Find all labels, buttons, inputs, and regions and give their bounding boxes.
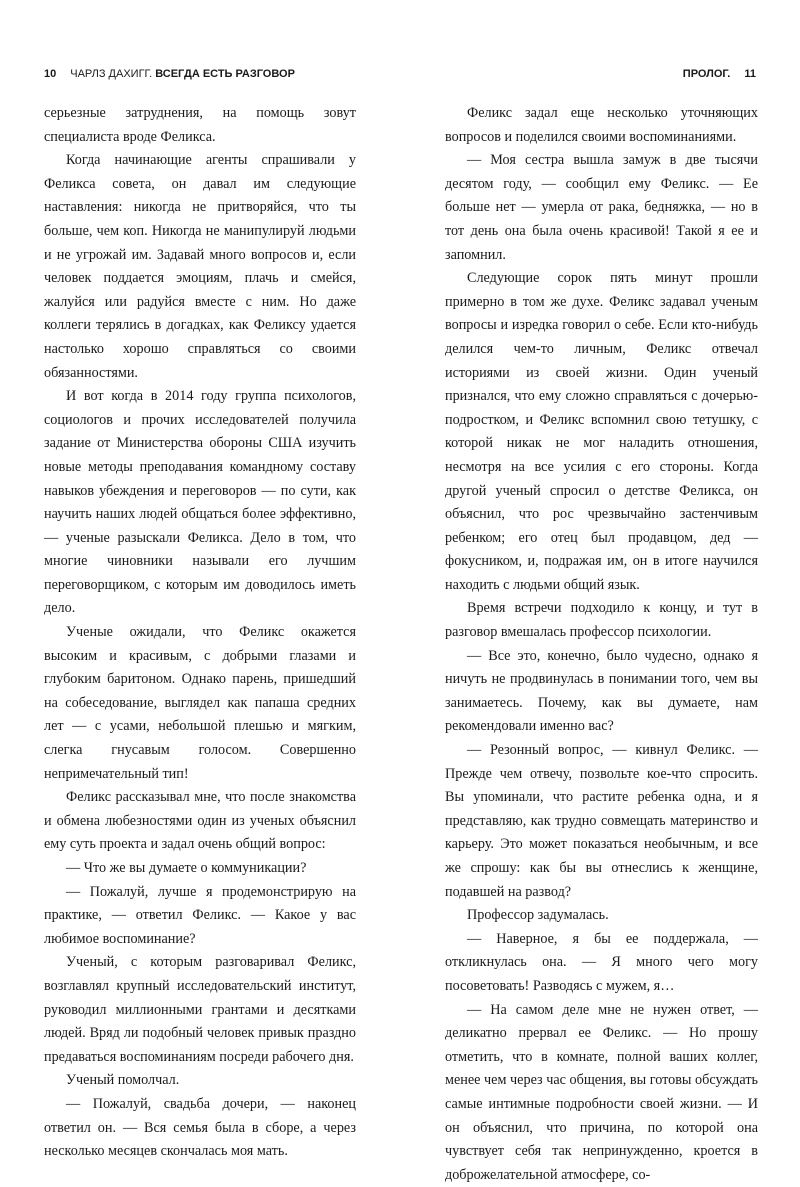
running-head-book-title: ВСЕГДА ЕСТЬ РАЗГОВОР [155,68,295,80]
paragraph: Время встречи подходило к концу, и тут в разговор вмешалась профессор психологии. [445,600,758,641]
dialogue-line: — Моя сестра вышла замуж в две тысячи десятом году, — сообщил ему Феликс. — Ее больше нет — умерла от рака, бедняжка, — но в тот день она была очень красивой! Такой я ее и запомнил. [445,152,758,263]
paragraph: Профессор задумалась. [467,907,609,924]
dialogue-line: — Наверное, я бы ее поддержала, — откликнулась она. — Я много чего могу посоветовать! Разводясь с мужем, я… [445,930,758,994]
dialogue-line: — Пожалуй, свадьба дочери, — наконец ответил он. — Вся семья была в сборе, а через несколько месяцев скончалась моя мать. [44,1095,356,1160]
dialogue-line: — Что же вы думаете о коммуникации? [66,860,307,876]
paragraph: Следующие сорок пять минут прошли примерно в том же духе. Феликс задавал ученым вопросы и изредка говорил о себе. Если кто-нибудь делился чем-то личным, Феликс отвечал историями из своей жизни. Один ученый признался, что ему сложно справляться с дочерью-подростком, и Феликс вспомнил свою тетушку, с которой никак не мог наладить отношения, несмотря на все усилия с его стороны. Когда другой ученый спросил о детстве Феликса, он объяснил, что рос чрезвычайно застенчивым ребенком; его отец был продавцом, дед — фокусником, и, подражая им, он в итоге научился находить с людьми общий язык. [445,270,758,593]
paragraph: Ученый помолчал. [66,1072,180,1089]
dialogue-line: — На самом деле мне не нужен ответ, — деликатно прервал ее Феликс. — Но прошу отметить, что в комнате, полной ваших коллег, менее чем через час общения, вы готовы обсуждать самые интимные подробности своей жизни. — И он объяснил, что причина, по которой она чувствует себя так непринужденно, кроется в доброжелательной атмосфере, со- [445,1001,758,1183]
left-page [0,0,400,1160]
paragraph: Феликс задал еще несколько уточняющих вопросов и поделился своими воспоминаниями. [445,105,758,145]
paragraph: Ученые ожидали, что Феликс окажется высоким и красивым, с добрыми глазами и глубоким баритоном. Однако парень, пришедший на собеседование, выглядел как папаша средних лет — с усами, небольшой плешью и мягким, слегка гнусавым голосом. Совершенно непримечательный тип! [44,624,356,782]
paragraph: серьезные затруднения, на помощь зовут специалиста вроде Феликса. [44,105,356,145]
running-head-section-title: ПРОЛОГ. [682,68,731,80]
dialogue-line: — Резонный вопрос, — кивнул Феликс. — Прежде чем отвечу, позвольте кое-что спросить. Вы упоминали, что растите ребенка одна, и я представляю, как трудно совмещать материнство и карьеру. Это может показаться необычным, и все же спрошу: как бы вы отнеслись к женщине, подавшей на развод? [445,742,758,900]
paragraph: Когда начинающие агенты спрашивали у Феликса совета, он давал им следующие наставления: никогда не притворяйся, что ты больше, чем коп. Никогда не манипулируй людьми и не угрожай им. Задавай много вопросов и, если человек поддается эмоциям, плачь и смейся, жалуйся или радуйся вместе с ним. Но даже коллеги терялись в догадках, как Феликсу удается настолько хорошо справляться со своими обязанностями. [44,152,356,381]
left-running-head [44,66,295,82]
paragraph: И вот когда в 2014 году группа психологов, социологов и прочих исследователей получила задание от Министерства обороны США изучить новые методы преподавания командному составу навыков убеждения и переговоров — по сути, как научить наших людей общаться более эффективно, — ученые разыскали Феликса. Дело в том, что многие чиновники называли его лучшим переговорщиком, с которым им доводилось иметь дело. [44,388,356,617]
paragraph: Феликс рассказывал мне, что после знакомства и обмена любезностями один из ученых объяснил ему суть проекта и задал очень общий вопрос: [44,789,356,853]
running-head-author: ЧАРЛЗ ДАХИГГ. [70,68,153,80]
dialogue-line: — Все это, конечно, было чудесно, однако я ничуть не продвинулась в понимании того, чем вы занимаетесь. Почему, как вы думаете, нам рекомендовали именно вас? [445,647,758,735]
paragraph: Ученый, с которым разговаривал Феликс, возглавлял крупный исследовательский институт, руководил миллионными грантами и десятками людей. Вряд ли подобный человек привык праздно предаваться воспоминаниям посреди рабочего дня. [44,954,356,1065]
right-running-head [683,66,756,82]
left-page-text [44,102,356,1164]
right-page [400,0,800,1183]
left-page-number: 10 [44,68,57,80]
right-page-text [445,102,758,1187]
dialogue-line: — Пожалуй, лучше я продемонстрирую на практике, — ответил Феликс. — Какое у вас любимое воспоминание? [44,883,356,947]
right-page-number: 11 [744,68,756,80]
